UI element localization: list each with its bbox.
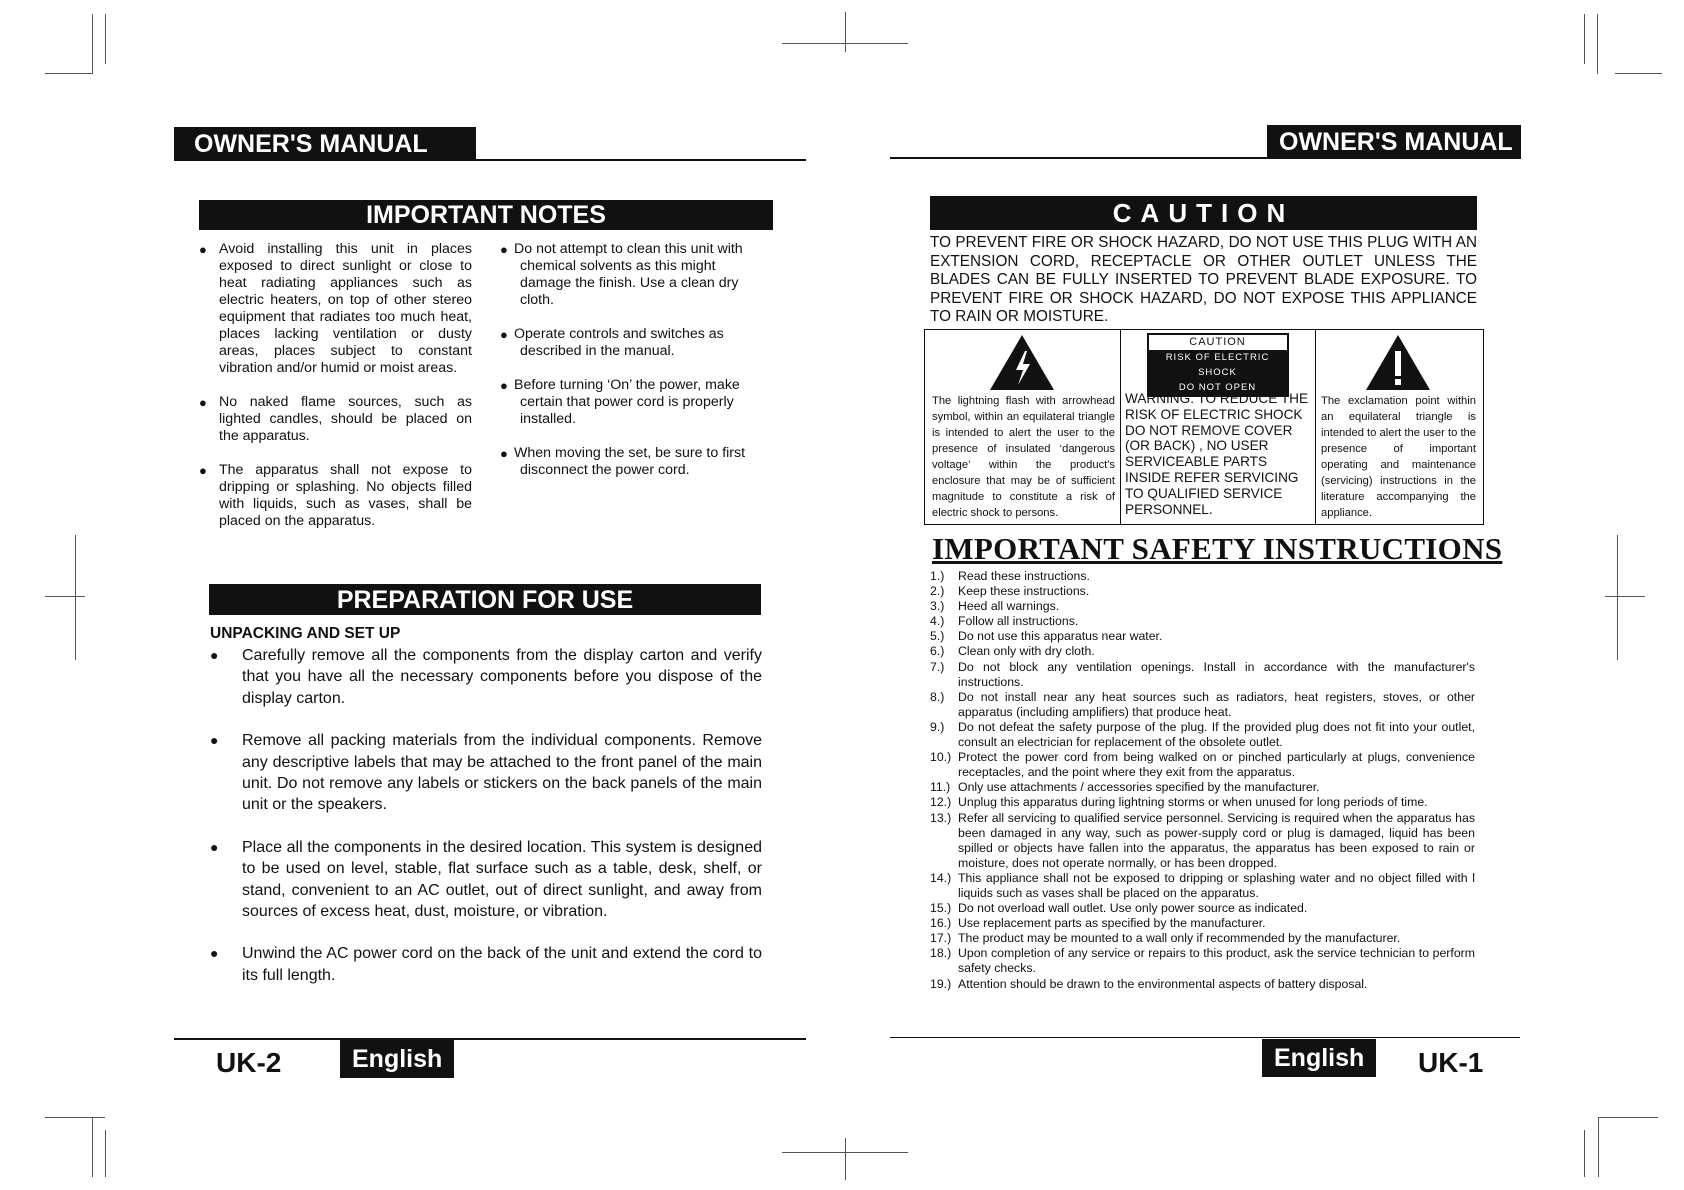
safety-item-text: Follow all instructions. [958, 614, 1079, 629]
safety-item-number: 14.) [930, 870, 952, 885]
bullet-icon: ● [199, 395, 207, 410]
important-notes-col1 [199, 241, 472, 547]
caution-label-top: CAUTION [1149, 335, 1287, 350]
safety-item [930, 780, 1475, 795]
safety-item [930, 931, 1475, 946]
bullet-icon: ● [500, 327, 508, 342]
safety-item [930, 660, 1475, 690]
preparation-subtitle: UNPACKING AND SET UP [210, 625, 401, 642]
right-page-number: UK-1 [1418, 1047, 1484, 1078]
safety-item-number: 6.) [930, 644, 945, 659]
list-item: ● When moving the set, be sure to first disconnect the power cord. [500, 445, 746, 478]
bullet-icon: ● [199, 242, 207, 257]
safety-item-text: Keep these instructions. [958, 584, 1090, 599]
caution-label [1147, 333, 1289, 397]
safety-item-text: Only use attachments / accessories specified by the manufacturer. [958, 780, 1320, 795]
safety-item-text: Clean only with dry cloth. [958, 644, 1095, 659]
important-notes-title: IMPORTANT NOTES [199, 200, 773, 230]
safety-item-number: 10.) [930, 750, 952, 765]
safety-item-text: Do not block any ventilation openings. Install in accordance with the manufacturer's instructions. [958, 659, 1475, 689]
bullet-icon: ● [199, 463, 207, 478]
safety-item-text: Upon completion of any service or repairs to this product, ask the service technician to perform safety checks. [958, 946, 1475, 976]
list-item: ● Place all the components in the desired location. This system is designed to be used on level, stable, flat surface such as a table, desk, shelf, or stand, convenient to an AC outlet, out of direct sunlight, and away from sources of excess heat, dust, moisture, or vibration. [210, 838, 762, 921]
right-header-rule [890, 157, 1520, 159]
safety-item [930, 916, 1475, 931]
list-item: ● Before turning ‘On’ the power, make certain that power cord is properly installed. [500, 377, 740, 427]
safety-title: IMPORTANT SAFETY INSTRUCTIONS [932, 531, 1503, 566]
safety-item [930, 720, 1475, 750]
safety-item-text: Use replacement parts as specified by the manufacturer. [958, 916, 1266, 931]
left-language-tab: English [340, 1040, 454, 1078]
list-item: ● Do not attempt to clean this unit with chemical solvents as this might damage the finish. Use a clean dry cloth. [500, 241, 743, 308]
caution-symbols-box [924, 329, 1484, 525]
list-item: ● Unwind the AC power cord on the back of the unit and extend the cord to its full length. [210, 945, 762, 984]
exclamation-cell [1315, 330, 1483, 524]
safety-item-text: This appliance shall not be exposed to dripping or splashing water and no object filled with l liquids such as vases shall be placed on the apparatus. [958, 870, 1475, 900]
safety-item-number: 17.) [930, 931, 952, 946]
left-header-rule [174, 159, 806, 161]
left-footer-rule [174, 1038, 806, 1040]
safety-item [930, 569, 1475, 584]
safety-list [930, 569, 1475, 992]
exclamation-triangle-icon [1365, 334, 1431, 391]
bullet-icon: ● [500, 446, 508, 461]
caution-text: TO PREVENT FIRE OR SHOCK HAZARD, DO NOT USE THIS PLUG WITH AN EXTENSION CORD, RECEPTACLE OR OTHER OUTLET UNLESS THE BLADES CAN BE FULLY INSERTED TO PREVENT BLADE EXPOSURE. TO PREVENT FIRE OR SHOCK HAZARD, DO NOT EXPOSE THIS APPLIANCE TO RAIN OR MOISTURE. [930, 234, 1477, 325]
safety-item-number: 16.) [930, 916, 952, 931]
caution-title: CAUTION [930, 196, 1477, 230]
preparation-title: PREPARATION FOR USE [209, 584, 761, 615]
safety-item-number: 4.) [930, 614, 945, 629]
safety-item [930, 750, 1475, 780]
list-item: ● The apparatus shall not expose to dripping or splashing. No objects filled with liquids, such as vases, shall be placed on the apparatus. [199, 462, 472, 529]
safety-item-number: 1.) [930, 569, 945, 583]
right-footer-rule [890, 1037, 1520, 1038]
safety-item [930, 629, 1475, 644]
safety-item-text: Protect the power cord from being walked on or pinched particularly at plugs, convenience receptacles, and the point where they exit from the apparatus. [958, 750, 1475, 780]
safety-item-number: 19.) [930, 976, 952, 991]
list-item: ● Remove all packing materials from the individual components. Remove any descriptive labels that may be attached to the front panel of the main unit. Do not remove any labels or stickers on the back panels of the main unit or the speakers. [210, 732, 762, 814]
safety-item-text: Do not overload wall outlet. Use only power source as indicated. [958, 901, 1308, 916]
safety-item-number: 12.) [930, 795, 952, 810]
safety-item-text: Read these instructions. [958, 569, 1090, 583]
list-item: ● Carefully remove all the components from the display carton and verify that you have all the necessary components before you dispose of the display carton. [210, 647, 762, 707]
bullet-icon: ● [210, 838, 219, 855]
safety-item-number: 7.) [930, 659, 945, 674]
bullet-icon: ● [500, 242, 508, 257]
lightning-cell [925, 330, 1121, 524]
safety-item-number: 2.) [930, 584, 945, 599]
safety-item [930, 795, 1475, 810]
safety-item [930, 977, 1475, 992]
safety-item-number: 3.) [930, 599, 945, 614]
left-header-tab: OWNER'S MANUAL [174, 127, 476, 161]
list-item: ● No naked flame sources, such as lighted candles, should be placed on the apparatus. [199, 394, 472, 444]
preparation-list [210, 645, 762, 1007]
lightning-triangle-icon [989, 334, 1055, 391]
important-notes-col2 [500, 241, 770, 496]
safety-item-text: Do not use this apparatus near water. [958, 629, 1163, 644]
caution-label-line2: DO NOT OPEN [1149, 380, 1287, 395]
safety-item-text: Attention should be drawn to the environmental aspects of battery disposal. [958, 976, 1368, 991]
right-header-tab: OWNER'S MANUAL [1267, 125, 1521, 159]
safety-item [930, 946, 1475, 976]
bullet-icon: ● [500, 378, 508, 393]
safety-item [930, 871, 1475, 901]
warning-text: WARNING: TO REDUCE THE RISK OF ELECTRIC SHOCK DO NOT REMOVE COVER (OR BACK) , NO USER SERVICEABLE PARTS INSIDE REFER SERVICING TO QUALIFIED SERVICE PERSONNEL. [1125, 391, 1309, 517]
list-item: ● Avoid installing this unit in places exposed to direct sunlight or close to heat radiating appliances such as electric heaters, on top of other stereo equipment that radiates too much heat, places lacking ventilation or dusty areas, places subject to constant vibration and/or humid or moist areas. [199, 241, 472, 376]
safety-item-number: 13.) [930, 810, 952, 825]
left-page-number: UK-2 [216, 1047, 282, 1078]
safety-item-number: 5.) [930, 629, 945, 644]
safety-item-text: Heed all warnings. [958, 599, 1060, 614]
safety-item-text: Refer all servicing to qualified service personnel. Servicing is required when the apparatus has been damaged in any way, such as power-supply cord or plug is damaged, liquid has been spilled or objects have fallen into the apparatus, the apparatus has been exposed to rain or moisture, does not operate normally, or has been dropped. [958, 810, 1475, 870]
safety-item-text: Do not install near any heat sources such as radiators, heat registers, stoves, or other apparatus (including amplifiers) that produce heat. [958, 689, 1475, 719]
bullet-icon: ● [210, 647, 219, 663]
exclamation-text: The exclamation point within an equilateral triangle is intended to alert the user to the presence of important operating and maintenance (servicing) instructions in the literature accompanying the appliance. [1321, 395, 1476, 519]
safety-item-number: 9.) [930, 719, 945, 734]
safety-item [930, 614, 1475, 629]
safety-item-text: Do not defeat the safety purpose of the plug. If the provided plug does not fit into your outlet, consult an electrician for replacement of the obsolete outlet. [958, 719, 1475, 750]
safety-item-number: 15.) [930, 901, 952, 916]
bullet-icon: ● [210, 732, 219, 749]
caution-label-line1: RISK OF ELECTRIC SHOCK [1149, 350, 1287, 380]
safety-item-number: 8.) [930, 689, 945, 704]
safety-item-number: 11.) [930, 780, 951, 795]
safety-item [930, 644, 1475, 659]
lightning-text: The lightning flash with arrowhead symbol, within an equilateral triangle is intended to alert the user to the presence of insulated ‘dangerous voltage’ within the product's enclosure that may be of sufficient magnitude to constitute a risk of electric shock to persons. [932, 395, 1115, 519]
warning-cell [1120, 330, 1316, 524]
safety-item [930, 811, 1475, 871]
safety-item [930, 584, 1475, 599]
right-language-tab: English [1262, 1039, 1376, 1077]
safety-item [930, 690, 1475, 720]
safety-item [930, 901, 1475, 916]
list-item: ● Operate controls and switches as described in the manual. [500, 326, 724, 359]
safety-item-text: Unplug this apparatus during lightning storms or when unused for long periods of time. [958, 795, 1428, 810]
safety-item-text: The product may be mounted to a wall only if recommended by the manufacturer. [958, 931, 1401, 946]
safety-item [930, 599, 1475, 614]
safety-item-number: 18.) [930, 946, 952, 961]
bullet-icon: ● [210, 945, 219, 962]
